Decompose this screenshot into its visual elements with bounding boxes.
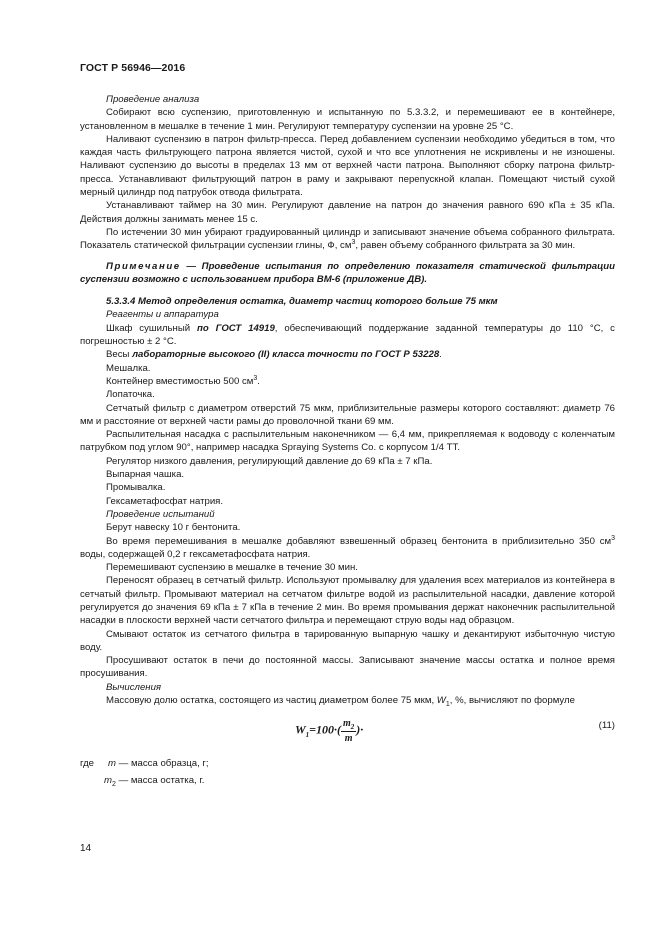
formula-block	[80, 711, 615, 751]
calc-heading: Вычисления	[106, 681, 162, 693]
list-item: Лопаточка.	[106, 389, 155, 401]
standard-reference: лабораторные высокого (II) класса точности по ГОСТ Р 53228	[132, 349, 440, 361]
note-label: Примечание	[106, 260, 181, 272]
document-header: ГОСТ Р 56946—2016	[80, 62, 186, 74]
paragraph: Берут навеску 10 г бентонита.	[106, 522, 241, 534]
list-item: Гексаметафосфат натрия.	[106, 495, 224, 507]
paragraph: Распылительная насадка с распылительным наконечником — 6,4 мм, прикрепляемая к водоводу с коленчатым патрубком под углом 90°, например насадка Spraying Systems Co. с корпусом 1/4 ТТ.	[80, 429, 615, 454]
paragraph: Сетчатый фильтр с диаметром отверстий 75 мкм, приблизительные размеры которого составляют: диаметр 76 мм и расстояние от верхней части рамы до проволочной ткани 69 мм.	[80, 402, 615, 427]
test-heading: Проведение испытаний	[106, 508, 215, 520]
formula: $W_1=100\cdot$( $\frac{m_2}{m}$ )·	[295, 718, 364, 744]
paragraph: Наливают суспензию в патрон фильтр-пресса. Перед добавлением суспензии необходимо убедиться в том, что каждая часть фильтрующего патрона является чистой, сухой и что все уплотнения не искривлены и не изношены. Наливают суспензию до высоты в пределах 13 мм от верхней части патрона. Выполняют сборку патрона фильтр-пресса. Устанавливают фильтрующий патрон в раму и закрывают перепускной клапан. Помещают чистый сухой мерный цилиндр под патрубок отвода фильтрата.	[80, 133, 615, 199]
paragraph: Просушивают остаток в печи до постоянной массы. Записывают значение массы остатка и полное время просушивания.	[80, 655, 615, 680]
list-item: Промывалка.	[106, 482, 166, 494]
page-number: 14	[80, 843, 92, 854]
section-title: 5.3.3.4 Метод определения остатка, диаметр частиц которого больше 75 мкм	[106, 296, 498, 308]
paragraph: Весы лабораторные высокого (II) класса точности по ГОСТ Р 53228.	[106, 349, 442, 361]
document-body	[80, 93, 615, 791]
paragraph: Переносят образец в сетчатый фильтр. Используют промывалку для удаления всех материалов из контейнера в сетчатый фильтр. Промывают материал на сетчатом фильтре водой из распылительной насадки, давление которой регулируется до значения 69 кПа ± 7 кПа в течение 2 мин. Во время промывания держат наконечник распылительной насадки в плоскости верхней части сетчатого фильтра и перемещают струю воды над образцом.	[80, 575, 615, 627]
analysis-heading: Проведение анализа	[106, 94, 200, 105]
paragraph: Собирают всю суспензию, приготовленную и испытанную по 5.3.3.2, и перемешивают ее в контейнере, установленном в мешалке в течение 1 мин. Регулируют температуру суспензии на уровне 25 °С.	[80, 107, 615, 132]
formula-number: (11)	[598, 720, 615, 732]
variable-definitions	[80, 757, 615, 791]
paragraph: Во время перемешивания в мешалке добавляют взвешенный образец бентонита в приблизительно 350 $см^3$ воды, содержащей 0,2 г гексаметафосфата натрия.	[80, 534, 615, 560]
paragraph: Массовую долю остатка, состоящего из частиц диаметром более 75 мкм, $W_1$, %, вычисляют по формуле	[106, 695, 575, 708]
paragraph: Перемешивают суспензию в мешалке в течение 30 мин.	[106, 562, 358, 574]
paragraph: Смывают остаток из сетчатого фильтра в тарированную выпарную чашку и декантируют избыточную чистую воду.	[80, 628, 615, 653]
note: Примечание — Проведение испытания по определению показателя статической фильтрации суспензии возможно с использованием прибора ВМ-6 (приложение ДВ).	[80, 260, 615, 285]
standard-reference: по ГОСТ 14919	[196, 322, 275, 334]
paragraph: По истечении 30 мин убирают градуированный цилиндр и записывают значение объема собранного фильтрата. Показатель статической фильтрации суспензии глины, Ф, $см^3$, равен объему собранного фильтрата за 30 мин.	[80, 226, 615, 252]
list-item: Контейнер вместимостью 500 $см^3$.	[106, 374, 260, 387]
paragraph: Шкаф сушильный по ГОСТ 14919, обеспечивающий поддержание заданной температуры до 110 °С, с погрешностью ± 2 °С.	[80, 322, 615, 348]
reagents-heading: Реагенты и аппаратура	[106, 309, 219, 321]
definition-row: где m — масса образца, г;	[80, 758, 209, 770]
list-item: Выпарная чашка.	[106, 469, 185, 481]
list-item: Мешалка.	[106, 362, 151, 374]
paragraph: Устанавливают таймер на 30 мин. Регулируют давление на патрон до значения равного 690 кПа ± 35 кПа. Действия должны занимать менее 15 с.	[80, 200, 615, 225]
fraction: $\frac{m_2}{m}$	[343, 718, 355, 744]
list-item: Регулятор низкого давления, регулирующий давление до 69 кПа ± 7 кПа.	[106, 455, 433, 467]
definition-row: $m_2$ — масса остатка, г.	[104, 775, 205, 789]
